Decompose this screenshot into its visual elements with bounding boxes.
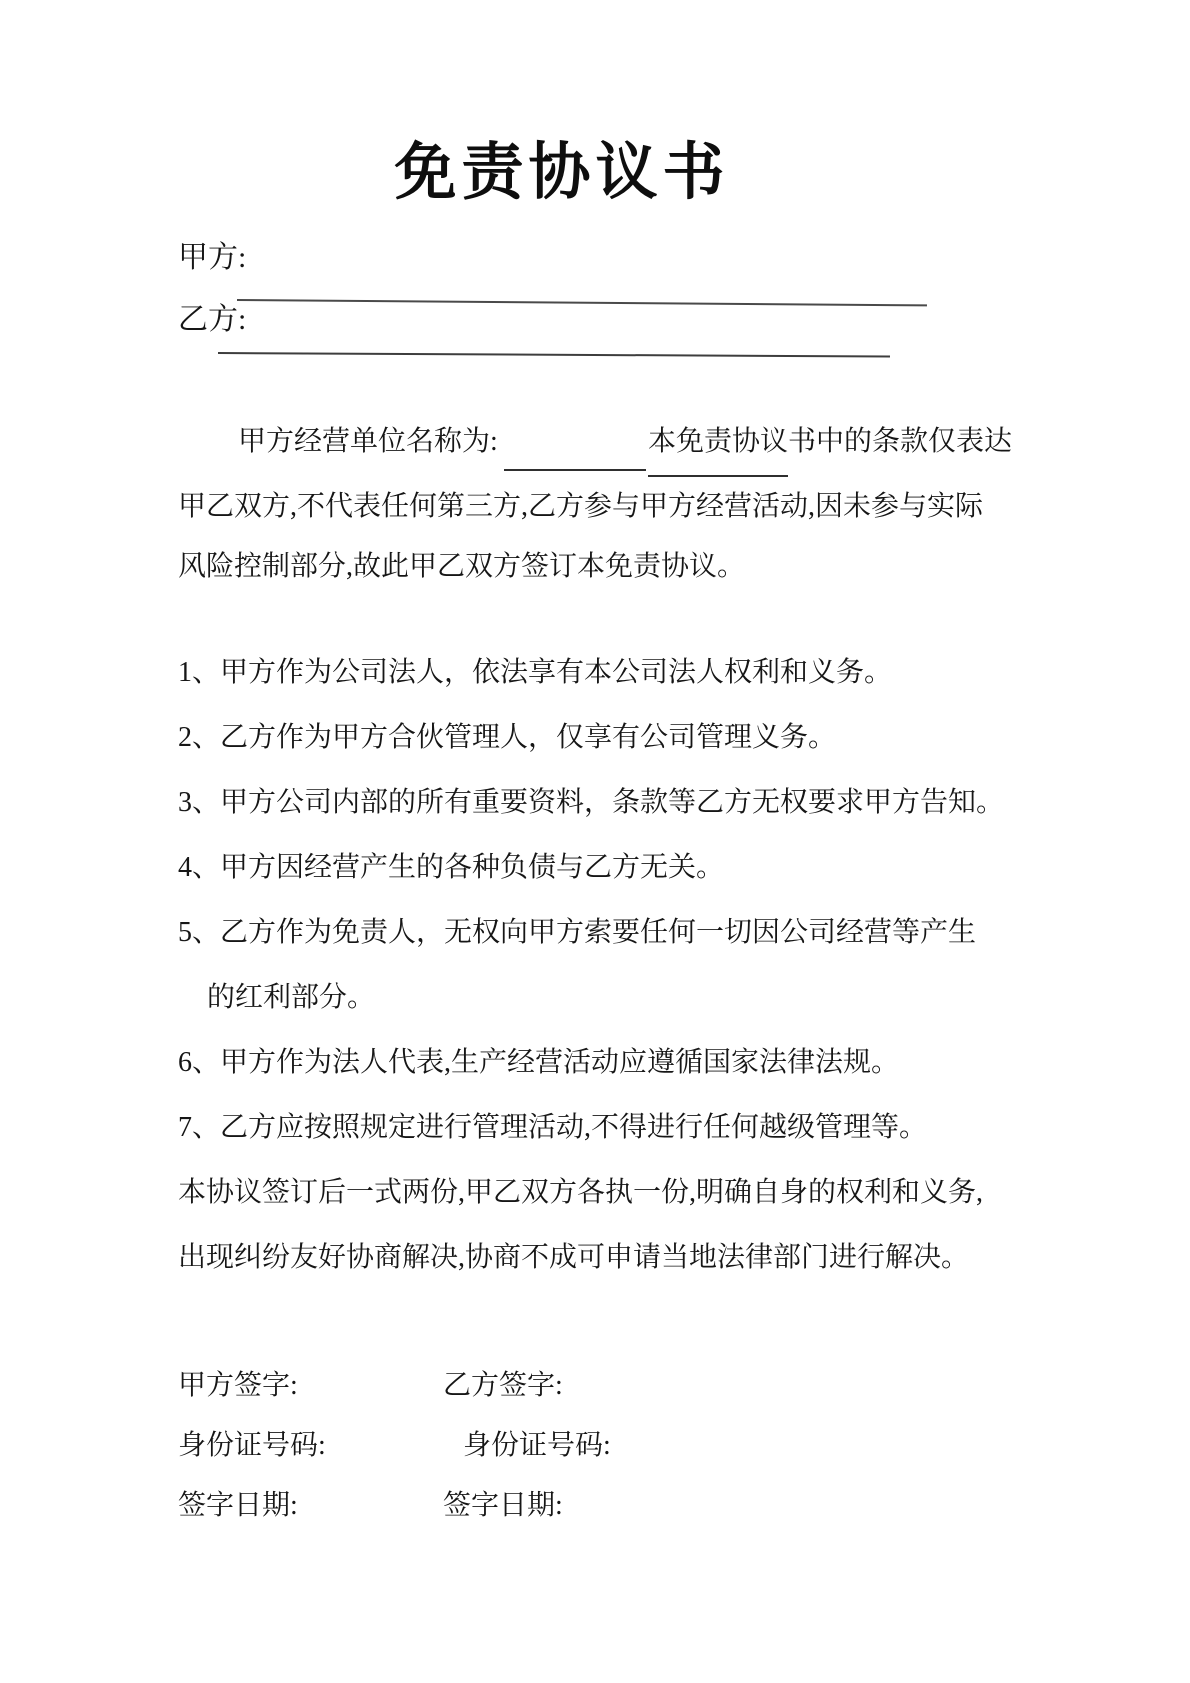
closing-line-2: 出现纠纷友好协商解决,协商不成可申请当地法律部门进行解决。: [178, 1242, 970, 1273]
signature-row-sign: [178, 1356, 1050, 1416]
clause-item-4: 4、甲方因经营产生的各种负债与乙方无关。: [178, 852, 725, 883]
company-name-prefix: 甲方经营单位名称为:: [238, 426, 498, 457]
clause-list: [178, 640, 1050, 1290]
clause-item-5-continuation: 的红利部分。: [207, 982, 376, 1013]
intro-line-3: 风险控制部分,故此甲乙双方签订本免责协议。: [178, 551, 746, 582]
party-b-sign-label: 乙方签字:: [443, 1370, 563, 1401]
document-title: 免责协议书: [394, 139, 730, 207]
company-name-blank[interactable]: [504, 435, 646, 471]
party-b-label: 乙方:: [178, 303, 247, 336]
intro-paragraph: [178, 412, 1012, 597]
signature-section: [178, 1356, 1050, 1536]
party-b-fill-line[interactable]: [218, 352, 890, 358]
party-a-date-label: 签字日期:: [178, 1490, 298, 1521]
party-b-date-label: 签字日期:: [443, 1490, 563, 1521]
closing-line-1: 本协议签订后一式两份,甲乙双方各执一份,明确自身的权利和义务,: [178, 1177, 984, 1208]
party-b-id-label: 身份证号码:: [463, 1430, 611, 1461]
clause-item-1: 1、甲方作为公司法人，依法享有本公司法人权利和义务。: [178, 657, 893, 688]
clause-item-3: 3、甲方公司内部的所有重要资料，条款等乙方无权要求甲方告知。: [178, 787, 1005, 818]
clause-item-7: 7、乙方应按照规定进行管理活动,不得进行任何越级管理等。: [178, 1112, 928, 1143]
party-a-fill-line[interactable]: [237, 299, 927, 306]
party-a-id-label: 身份证号码:: [178, 1430, 326, 1461]
clause-item-2: 2、乙方作为甲方合伙管理人，仅享有公司管理义务。: [178, 722, 837, 753]
signature-row-id: [178, 1416, 1050, 1476]
party-a-sign-label: 甲方签字:: [178, 1370, 298, 1401]
intro-line-1-suffix: 书中的条款仅表达: [787, 426, 1012, 457]
intro-underlined-text: 本免责协议: [648, 412, 788, 477]
party-a-label: 甲方:: [178, 241, 247, 274]
clause-item-6: 6、甲方作为法人代表,生产经营活动应遵循国家法律法规。: [178, 1047, 900, 1078]
intro-line-1: [178, 412, 1012, 477]
intro-line-2: 甲乙双方,不代表任何第三方,乙方参与甲方经营活动,因未参与实际: [178, 491, 984, 522]
clause-item-5: 5、乙方作为免责人，无权向甲方索要任何一切因公司经营等产生: [178, 917, 977, 948]
signature-row-date: [178, 1476, 1050, 1536]
